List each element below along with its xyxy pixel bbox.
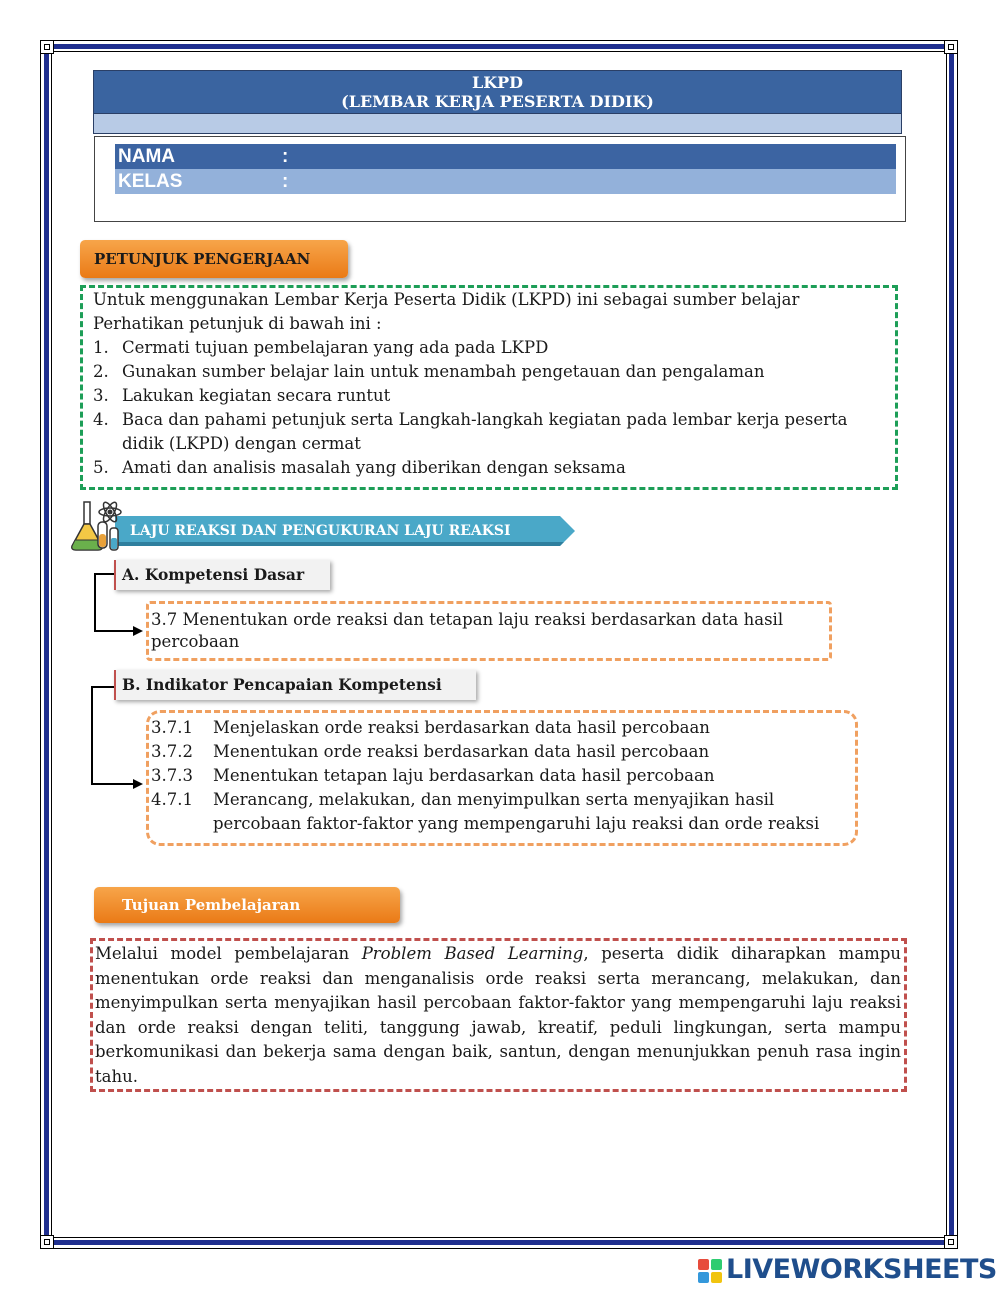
worksheet-header [93, 70, 902, 114]
competency-heading: A. Kompetensi Dasar [114, 560, 330, 590]
topic-title: LAJU REAKSI DAN PENGUKURAN LAJU REAKSI [130, 523, 511, 539]
indicator-code: 3.7.3 [151, 766, 193, 785]
header-subtitle: (LEMBAR KERJA PESERTA DIDIK) [341, 92, 654, 111]
list-item [151, 764, 851, 788]
item-number: 1. [93, 338, 109, 357]
indicator-code: 4.7.1 [151, 790, 193, 809]
indicator-text: Menjelaskan orde reaksi berdasarkan data hasil percobaan [213, 718, 710, 737]
frame-corner [40, 1235, 54, 1249]
learning-goal-heading: Tujuan Pembelajaran [94, 887, 400, 923]
list-item [151, 788, 851, 836]
list-item [93, 360, 893, 384]
item-number: 4. [93, 410, 109, 429]
indicator-text: Merancang, melakukan, dan menyimpulkan serta menyajikan hasil percobaan faktor-faktor yang mempengaruhi laju reaksi dan orde reaksi [213, 790, 820, 833]
intro-line: Perhatikan petunjuk di bawah ini : [93, 314, 382, 333]
connector-line [94, 573, 96, 631]
item-text: Lakukan kegiatan secara runtut [122, 386, 391, 405]
instructions-intro [93, 288, 893, 336]
chemistry-flask-icon [68, 498, 124, 554]
header-title: LKPD [471, 73, 524, 92]
item-text: Cermati tujuan pembelajaran yang ada pada LKPD [122, 338, 549, 357]
list-item [151, 716, 851, 740]
frame-corner [944, 40, 958, 54]
intro-line: Untuk menggunakan Lembar Kerja Peserta Didik (LKPD) ini sebagai sumber belajar [93, 290, 800, 309]
class-label: KELAS [118, 171, 183, 192]
connector-line [91, 686, 93, 784]
goal-text-start: Melalui model pembelajaran [95, 944, 362, 963]
name-field[interactable] [115, 144, 896, 169]
frame-corner [944, 1235, 958, 1249]
liveworksheets-logo-icon [698, 1259, 722, 1283]
indicator-heading: B. Indikator Pencapaian Kompetensi [114, 670, 476, 700]
connector-line [94, 573, 114, 575]
name-colon: : [282, 146, 289, 167]
class-colon: : [282, 171, 289, 192]
goal-text-rest: , peserta didik diharapkan mampu menentukan orde reaksi dan menganalisis orde reaksi serta merancang, melakukan, dan menyimpulkan serta menyajikan hasil percobaan faktor-faktor yang mempengaruhi laju reaksi dan orde reaksi dengan teliti, tanggung jawab, kreatif, peduli lingkungan, serta mampu berkomunikasi dan bekerja sama dengan baik, santun, dengan menunjukkan penuh rasa ingin tahu. [95, 944, 902, 1086]
frame-corner [40, 40, 54, 54]
list-item [93, 336, 893, 360]
connector-line [91, 686, 114, 688]
item-text: Amati dan analisis masalah yang diberikan dengan seksama [122, 458, 626, 477]
competency-text: 3.7 Menentukan orde reaksi dan tetapan laju reaksi berdasarkan data hasil percobaan [151, 610, 784, 651]
indicator-code: 3.7.1 [151, 718, 193, 737]
indicator-code: 3.7.2 [151, 742, 193, 761]
liveworksheets-logo[interactable]: LIVEWORKSHEETS [726, 1254, 997, 1285]
list-item [93, 408, 893, 456]
item-text: Gunakan sumber belajar lain untuk menambah pengetauan dan pengalaman [122, 362, 765, 381]
item-number: 5. [93, 458, 109, 477]
indicator-text: Menentukan orde reaksi berdasarkan data hasil percobaan [213, 742, 710, 761]
list-item [151, 740, 851, 764]
learning-goal-text [95, 942, 901, 1089]
goal-model-name: Problem Based Learning [361, 944, 584, 963]
arrow-icon [133, 779, 143, 789]
arrow-icon [133, 626, 143, 636]
item-text: Baca dan pahami petunjuk serta Langkah-langkah kegiatan pada lembar kerja peserta didik (LKPD) dengan cermat [122, 410, 848, 453]
list-item [93, 456, 893, 480]
header-band [93, 114, 902, 134]
connector-line [91, 783, 134, 785]
list-item [93, 384, 893, 408]
indicator-text: Menentukan tetapan laju berdasarkan data hasil percobaan [213, 766, 715, 785]
instructions-heading: PETUNJUK PENGERJAAN [80, 240, 348, 278]
item-number: 3. [93, 386, 109, 405]
connector-line [94, 630, 134, 632]
class-field[interactable] [115, 169, 896, 194]
item-number: 2. [93, 362, 109, 381]
instructions-list [93, 336, 893, 480]
indicator-list [151, 716, 851, 836]
name-label: NAMA [118, 146, 175, 167]
